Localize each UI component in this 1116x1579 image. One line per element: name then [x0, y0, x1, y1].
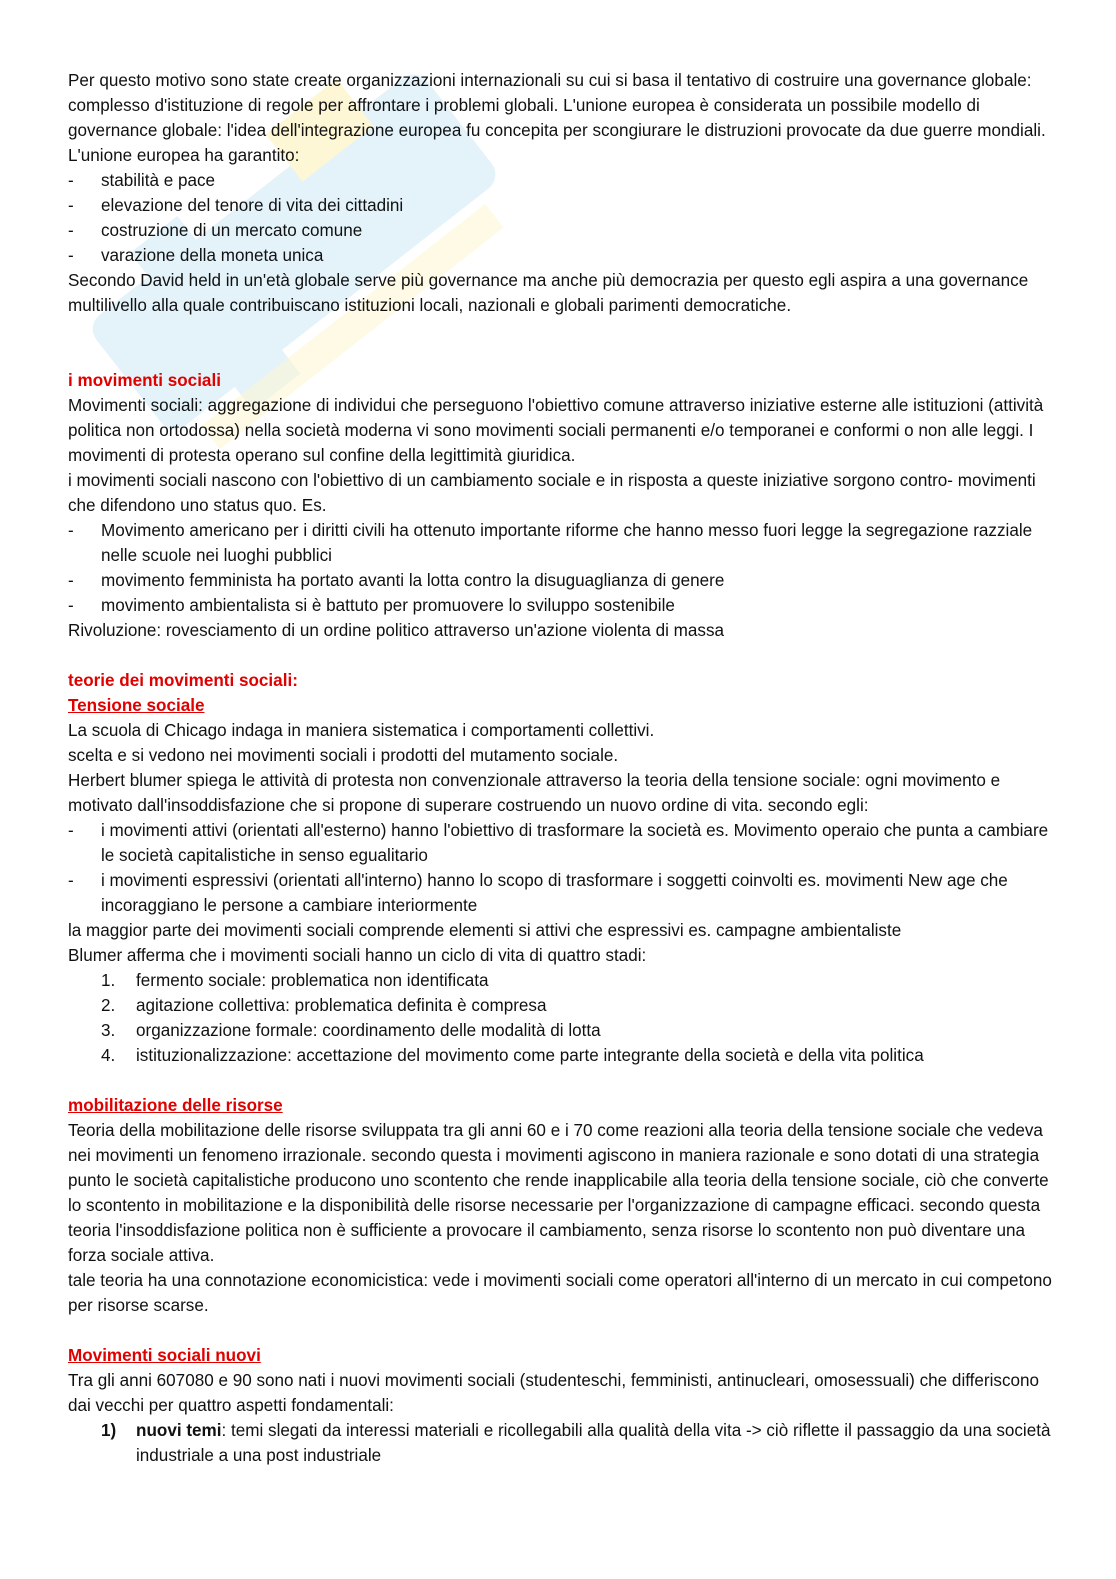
paragraph: Movimenti sociali: aggregazione di individui che perseguono l'obiettivo comune attraverso iniziative esterne alle istituzioni (attività politica non ortodossa) nella società moderna vi sono movimenti sociali permanenti e/o temporanei e conformi o non alle leggi. I movimenti di protesta operano sul confine della legittimità giuridica. [68, 396, 1044, 465]
item-number: 1) [101, 1421, 117, 1440]
heading-movimenti-sociali: i movimenti sociali [68, 371, 221, 390]
paragraph: Blumer afferma che i movimenti sociali hanno un ciclo di vita di quattro stadi: [68, 946, 647, 965]
paragraph: tale teoria ha una connotazione economicistica: vede i movimenti sociali come operatori all'interno di un mercato in cui competono per risorse scarse. [68, 1271, 1052, 1315]
paragraph: scelta e si vedono nei movimenti sociali i prodotti del mutamento sociale. [68, 746, 619, 765]
item-text: organizzazione formale: coordinamento delle modalità di lotta [136, 1021, 601, 1040]
list-item: - movimento ambientalista si è battuto per promuovere lo sviluppo sostenibile [68, 593, 1058, 618]
numbered-item [68, 968, 1058, 993]
intro-paragraph: Per questo motivo sono state create organizzazioni internazionali su cui si basa il tentativo di costruire una governance globale: complesso d'istituzione di regole per affrontare i problemi globali. L'unione europea è considerata un possibile modello di governance globale: l'idea dell'integrazione europea fu concepita per scongiurare le distruzioni provocate da due guerre mondiali. L'unione europea ha garantito: [68, 71, 1046, 165]
numbered-item [68, 1018, 1058, 1043]
subheading-mobilitazione-risorse: mobilitazione delle risorse [68, 1096, 283, 1115]
paragraph: la maggior parte dei movimenti sociali comprende elementi si attivi che espressivi es. campagne ambientaliste [68, 921, 902, 940]
list-item: - elevazione del tenore di vita dei cittadini [68, 193, 1058, 218]
paragraph: Teoria della mobilitazione delle risorse sviluppata tra gli anni 60 e i 70 come reazioni alla teoria della tensione sociale che vedeva nei movimenti un fenomeno irrazionale. secondo questa i movimenti agiscono in maniera razionale e sono dotati di una strategia punto le società capitalistiche producono uno scontento che rende inapplicabile alla teoria della tensione sociale, ciò che converte lo scontento in mobilitazione e la disponibilità delle risorse necessarie per l'organizzazione di campagne efficaci. secondo questa teoria l'insoddisfazione politica non è sufficiente a provocare il cambiamento, senza risorse lo scontento non può diventare una forza sociale attiva. [68, 1121, 1049, 1265]
item-number: 4. [101, 1046, 116, 1065]
list-item: - movimento femminista ha portato avanti la lotta contro la disuguaglianza di genere [68, 568, 1058, 593]
subheading-movimenti-nuovi: Movimenti sociali nuovi [68, 1346, 261, 1365]
paragraph: Tra gli anni 607080 e 90 sono nati i nuovi movimenti sociali (studenteschi, femministi, antinucleari, omosessuali) che differiscono dai vecchi per quattro aspetti fondamentali: [68, 1371, 1040, 1415]
list-item: - stabilità e pace [68, 168, 1058, 193]
paragraph: La scuola di Chicago indaga in maniera sistematica i comportamenti collettivi. [68, 721, 655, 740]
paragraph: i movimenti sociali nascono con l'obiettivo di un cambiamento sociale e in risposta a queste iniziative sorgono contro- movimenti che difendono uno status quo. Es. [68, 471, 1036, 515]
list-item: - varazione della moneta unica [68, 243, 1058, 268]
item-number: 3. [101, 1021, 116, 1040]
item-bold-term: nuovi temi [136, 1421, 222, 1440]
item-text: fermento sociale: problematica non identificata [136, 971, 489, 990]
numbered-item [68, 1043, 1058, 1068]
heading-teorie: teorie dei movimenti sociali: [68, 671, 298, 690]
item-number: 1. [101, 971, 116, 990]
list-item: - costruzione di un mercato comune [68, 218, 1058, 243]
item-text: : temi slegati da interessi materiali e ricollegabili alla qualità della vita -> ciò riflette il passaggio da una società industriale a una post industriale [136, 1421, 1051, 1465]
paragraph: Rivoluzione: rovesciamento di un ordine politico attraverso un'azione violenta di massa [68, 621, 725, 640]
item-text: istituzionalizzazione: accettazione del movimento come parte integrante della società e della vita politica [136, 1046, 924, 1065]
list-item: - i movimenti attivi (orientati all'esterno) hanno l'obiettivo di trasformare la società es. Movimento operaio che punta a cambiare le società capitalistiche in senso egualitario [68, 818, 1058, 868]
document-page [68, 68, 1058, 1468]
item-number: 2. [101, 996, 116, 1015]
paragraph: Herbert blumer spiega le attività di protesta non convenzionale attraverso la teoria della tensione sociale: ogni movimento e motivato dall'insoddisfazione che si propone di superare costruendo un nuovo ordine di vita. secondo egli: [68, 771, 1001, 815]
subheading-tensione-sociale: Tensione sociale [68, 696, 205, 715]
list-item: - i movimenti espressivi (orientati all'interno) hanno lo scopo di trasformare i soggetti coinvolti es. movimenti New age che incoraggiano le persone a cambiare interiormente [68, 868, 1058, 918]
numbered-item [68, 993, 1058, 1018]
intro-closing: Secondo David held in un'età globale serve più governance ma anche più democrazia per questo egli aspira a una governance multilivello alla quale contribuiscano istituzioni locali, nazionali e globali parimenti democratiche. [68, 271, 1029, 315]
numbered-item [68, 1418, 1058, 1468]
list-item: - Movimento americano per i diritti civili ha ottenuto importante riforme che hanno messo fuori legge la segregazione razziale nelle scuole nei luoghi pubblici [68, 518, 1058, 568]
item-text: agitazione collettiva: problematica definita è compresa [136, 996, 547, 1015]
